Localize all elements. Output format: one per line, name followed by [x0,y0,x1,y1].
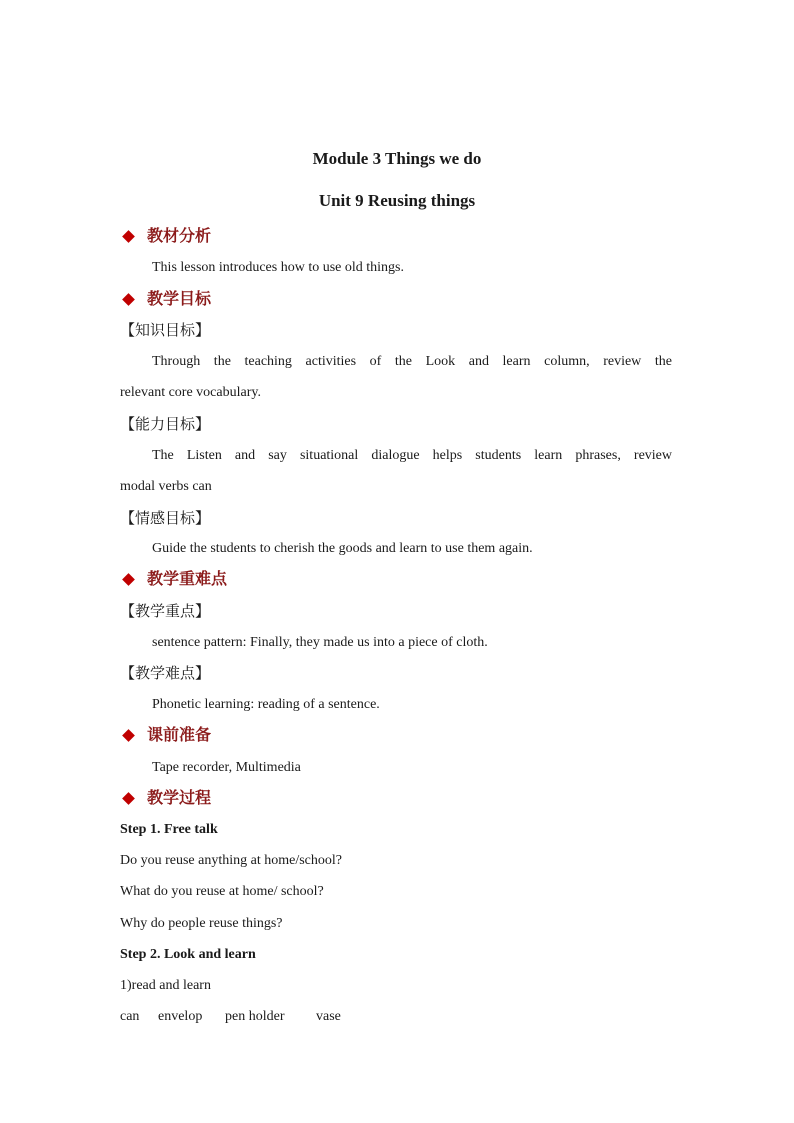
focus-label: 【教学重点】 [120,602,211,620]
section-heading-preparation [121,725,211,745]
focus-text: sentence pattern: Finally, they made us into a piece of cloth. [152,635,488,650]
difficulty-label: 【教学难点】 [120,664,211,682]
difficulty-text: Phonetic learning: reading of a sentence. [152,697,380,712]
vocab-word: envelop [158,1009,203,1024]
emotion-goal-text: Guide the students to cherish the goods and learn to use them again. [152,541,533,556]
heading-label: 教学重难点 [147,569,228,588]
diamond-bullet-icon [122,792,135,805]
knowledge-goal-line-1: Through the teaching activities of the Look and learn column, review the [152,354,672,369]
diamond-bullet-icon [122,729,135,742]
vocab-list [120,1008,341,1026]
heading-label: 教学过程 [147,788,212,807]
vocab-word: pen holder [225,1009,285,1024]
heading-label: 教学目标 [147,289,212,308]
diamond-bullet-icon [122,230,135,243]
heading-label: 课前准备 [147,725,212,744]
ability-goal-line-2: modal verbs can [120,479,212,494]
step1-question-1: Do you reuse anything at home/school? [120,853,343,868]
step2-subtitle: 1)read and learn [120,978,211,993]
unit-title: Unit 9 Reusing things [318,191,476,210]
diamond-bullet-icon [122,293,135,306]
step1-question-3: Why do people reuse things? [120,916,283,931]
preparation-text: Tape recorder, Multimedia [152,760,301,775]
module-title: Module 3 Things we do [312,149,482,168]
emotion-goal-label: 【情感目标】 [120,509,211,527]
section-heading-analysis [121,226,211,246]
vocab-word: can [120,1009,140,1024]
section-heading-goals [121,289,211,309]
analysis-text: This lesson introduces how to use old things. [152,260,404,275]
knowledge-goal-line-2: relevant core vocabulary. [120,385,261,400]
step1-title: Step 1. Free talk [120,822,218,837]
section-heading-key-points [121,569,227,589]
step2-title: Step 2. Look and learn [120,947,256,962]
diamond-bullet-icon [122,573,135,586]
ability-goal-label: 【能力目标】 [120,415,211,433]
step1-question-2: What do you reuse at home/ school? [120,884,324,899]
ability-goal-line-1: The Listen and say situational dialogue helps students learn phrases, review [152,448,672,463]
heading-label: 教材分析 [147,226,212,245]
vocab-word: vase [316,1009,341,1024]
knowledge-goal-label: 【知识目标】 [120,321,211,339]
section-heading-process [121,788,211,808]
